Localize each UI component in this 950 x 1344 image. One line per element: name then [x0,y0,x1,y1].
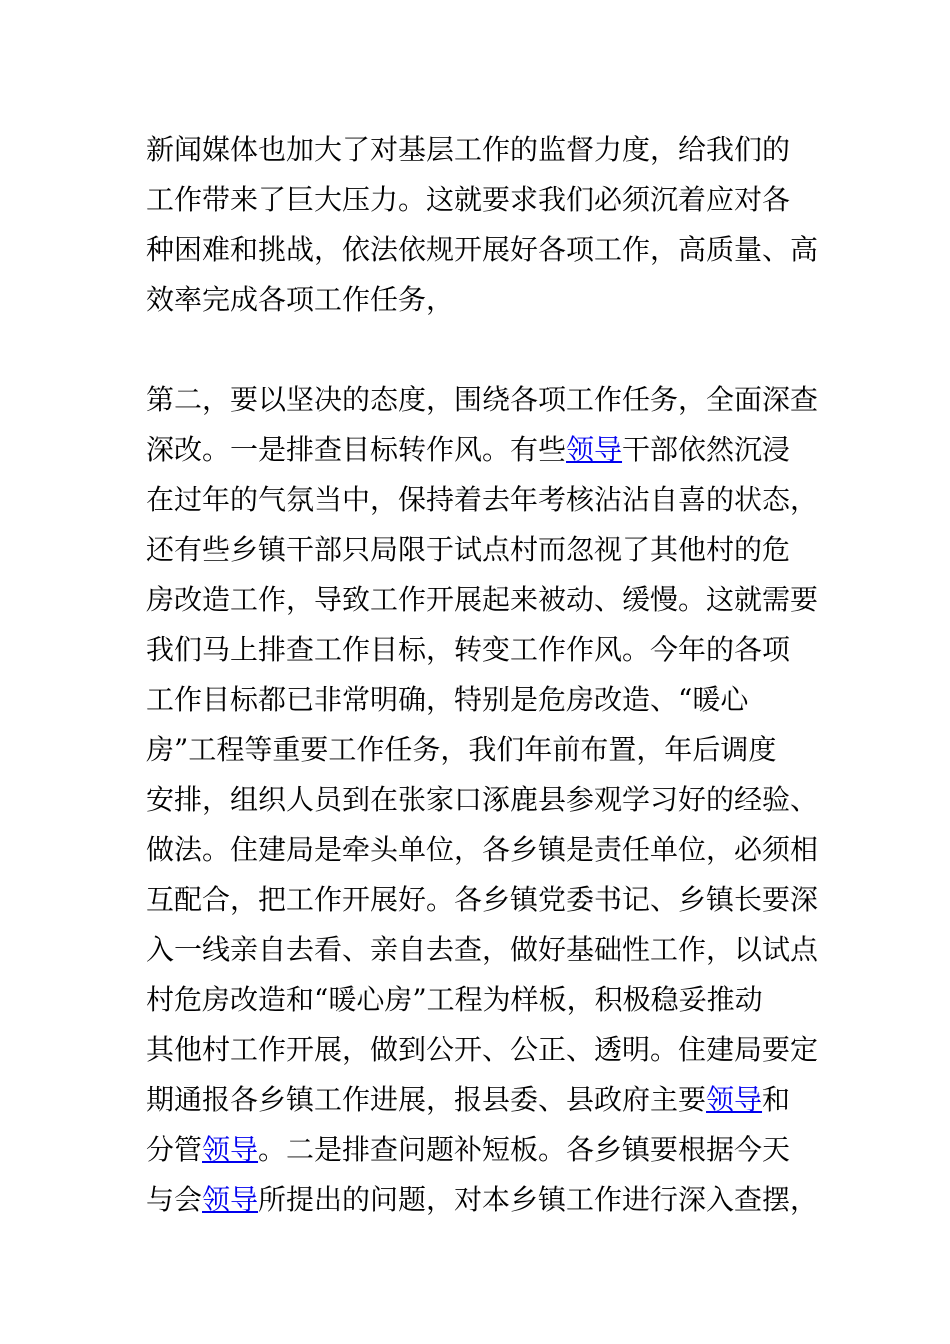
paragraph-1-line-3: 种困难和挑战，依法依规开展好各项工作，高质量、高 [146,233,819,266]
paragraph-2-line-15 [146,1075,790,1125]
paragraph-2-line-14: 其他村工作开展，做到公开、公正、透明。住建局要定 [146,1033,819,1066]
text-segment: 和 [762,1083,791,1116]
leader-link[interactable]: 领导 [566,433,623,466]
text-segment: 。二是排查问题补短板。各乡镇要根据今天 [258,1133,791,1166]
paragraph-1-line-2: 工作带来了巨大压力。这就要求我们必须沉着应对各 [146,183,791,216]
paragraph-2-line-17 [146,1175,818,1225]
paragraph-2-line-1: 第二，要以坚决的态度，围绕各项工作任务，全面深查 [146,383,819,416]
paragraph-2-line-10: 做法。住建局是牵头单位，各乡镇是责任单位，必须相 [146,833,819,866]
text-segment: 深改。一是排查目标转作风。有些 [146,433,567,466]
text-segment: 与会 [146,1183,203,1216]
leader-link[interactable]: 领导 [706,1083,763,1116]
text-segment: 分管 [146,1133,203,1166]
text-segment: 期通报各乡镇工作进展，报县委、县政府主要 [146,1083,707,1116]
paragraph-2-line-8: 房”工程等重要工作任务，我们年前布置，年后调度 [146,733,777,766]
paragraph-2-line-4: 还有些乡镇干部只局限于试点村而忽视了其他村的危 [146,533,791,566]
paragraph-2-line-9: 安排，组织人员到在张家口涿鹿县参观学习好的经验、 [146,783,819,816]
paragraph-2-line-11: 互配合，把工作开展好。各乡镇党委书记、乡镇长要深 [146,883,819,916]
paragraph-1-line-4: 效率完成各项工作任务， [146,283,455,316]
text-segment: 所提出的问题，对本乡镇工作进行深入查摆， [258,1183,819,1216]
leader-link[interactable]: 领导 [202,1183,259,1216]
paragraph-2-line-5: 房改造工作，导致工作开展起来被动、缓慢。这就需要 [146,583,819,616]
paragraph-2-line-12: 入一线亲自去看、亲自去查，做好基础性工作，以试点 [146,933,819,966]
paragraph-2-line-3: 在过年的气氛当中，保持着去年考核沾沾自喜的状态， [146,483,819,516]
paragraph-2-line-6: 我们马上排查工作目标，转变工作作风。今年的各项 [146,633,791,666]
text-segment: 干部依然沉浸 [622,433,791,466]
paragraph-2-line-13: 村危房改造和“暖心房”工程为样板，积极稳妥推动 [146,983,763,1016]
paragraph-2-line-16 [146,1125,790,1175]
paragraph-2-line-2 [146,425,790,475]
paragraph-1-line-1: 新闻媒体也加大了对基层工作的监督力度，给我们的 [146,133,791,166]
paragraph-2-line-7: 工作目标都已非常明确，特别是危房改造、“暖心 [146,683,749,716]
leader-link[interactable]: 领导 [202,1133,259,1166]
